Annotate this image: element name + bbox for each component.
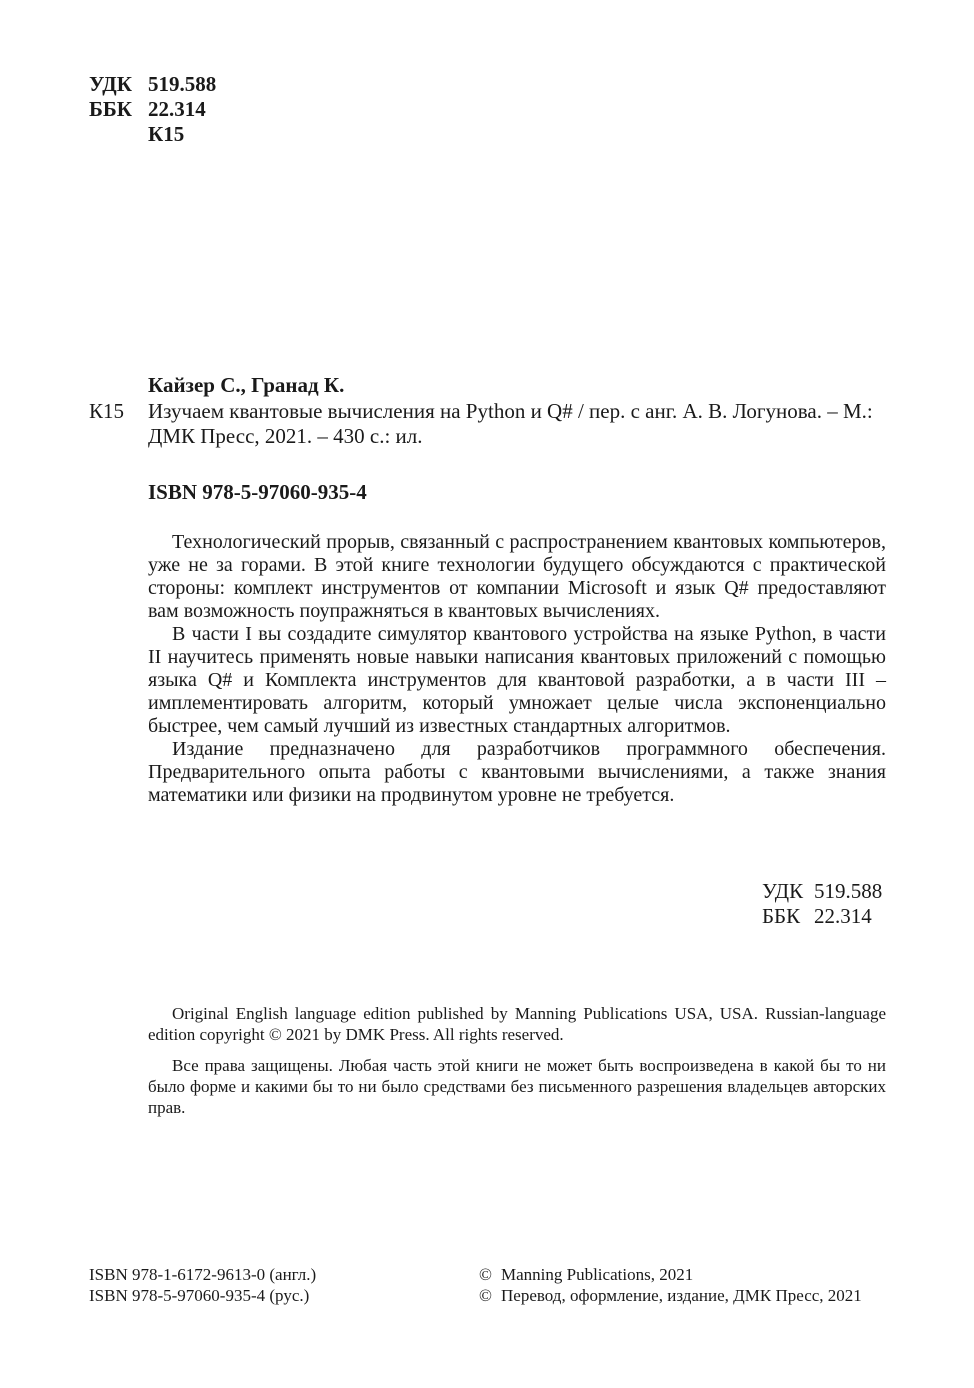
udk-label: УДК <box>762 879 804 903</box>
author-mark: К15 <box>148 122 185 146</box>
catalog-code: К15 <box>89 399 125 423</box>
copyright-list <box>479 1264 862 1306</box>
annotation <box>148 531 886 807</box>
copyright-holder: Manning Publications, 2021 <box>501 1265 694 1284</box>
annotation-paragraph: Технологический прорыв, связанный с распространением квантовых компьютеров, уже не за горами. В этой книге технологии будущего обсуждаются с практической стороны: комплект инструментов от компании Microsoft и язык Q# предоставляют вам возможность поупражняться в квантовых вычислениях. <box>148 531 886 622</box>
isbn-list <box>89 1264 316 1306</box>
catalog-description: Изучаем квантовые вычисления на Python и Q# / пер. с анг. А. В. Логунова. – М.: ДМК Пресс, 2021. – 430 с.: ил. <box>148 399 873 448</box>
bbk-value: 22.314 <box>814 904 872 928</box>
copyright-holder: Перевод, оформление, издание, ДМК Пресс, 2021 <box>501 1286 862 1305</box>
udk-row <box>89 72 216 97</box>
rights-notice-ru <box>148 1055 886 1118</box>
main-isbn: ISBN 978-5-97060-935-4 <box>148 480 367 504</box>
copyright-sign: © <box>479 1286 492 1305</box>
udk-value: 519.588 <box>148 72 217 96</box>
annotation-paragraph: Издание предназначено для разработчиков программного обеспечения. Предварительного опыта работы с квантовыми вычислениями, а также знания математики или физики на продвинутом уровне не требуется. <box>148 738 886 806</box>
author-mark-row <box>89 122 216 147</box>
rights-notice-text: Все права защищены. Любая часть этой книги не может быть воспроизведена в какой бы то ни было форме и какими бы то ни было средствами без письменного разрешения владельцев авторских прав. <box>148 1056 886 1117</box>
bbk-row <box>89 97 216 122</box>
classification-block <box>89 72 216 147</box>
annotation-paragraph: В части I вы создадите симулятор квантового устройства на языке Python, в части II научитесь применять новые навыки написания квантовых приложений с помощью языка Q# и Комплекта инструментов для квантовой разработки, а в части III – имплементировать алгоритм, который умножает целые числа экспоненциально быстрее, чем самый лучший из известных стандартных алгоритмов. <box>148 623 886 737</box>
isbn-english: ISBN 978-1-6172-9613-0 (англ.) <box>89 1265 317 1284</box>
isbn-russian: ISBN 978-5-97060-935-4 (рус.) <box>89 1286 310 1305</box>
bbk-value: 22.314 <box>148 97 206 121</box>
udk-row <box>762 879 882 904</box>
classification-repeat <box>762 879 882 929</box>
authors: Кайзер С., Гранад К. <box>148 373 345 397</box>
bbk-row <box>762 904 882 929</box>
copyright-notice-text: Original English language edition published by Manning Publications USA, USA. Russian-language edition copyright © 2021 by DMK Press. All rights reserved. <box>148 1004 886 1044</box>
copyright-sign: © <box>479 1265 492 1284</box>
copyright-item <box>479 1264 862 1285</box>
copyright-notice-en <box>148 1003 886 1045</box>
udk-value: 519.588 <box>814 879 883 903</box>
udk-label: УДК <box>89 72 132 96</box>
bbk-label: ББК <box>762 904 801 928</box>
bbk-label: ББК <box>89 97 132 121</box>
copyright-item <box>479 1285 862 1306</box>
